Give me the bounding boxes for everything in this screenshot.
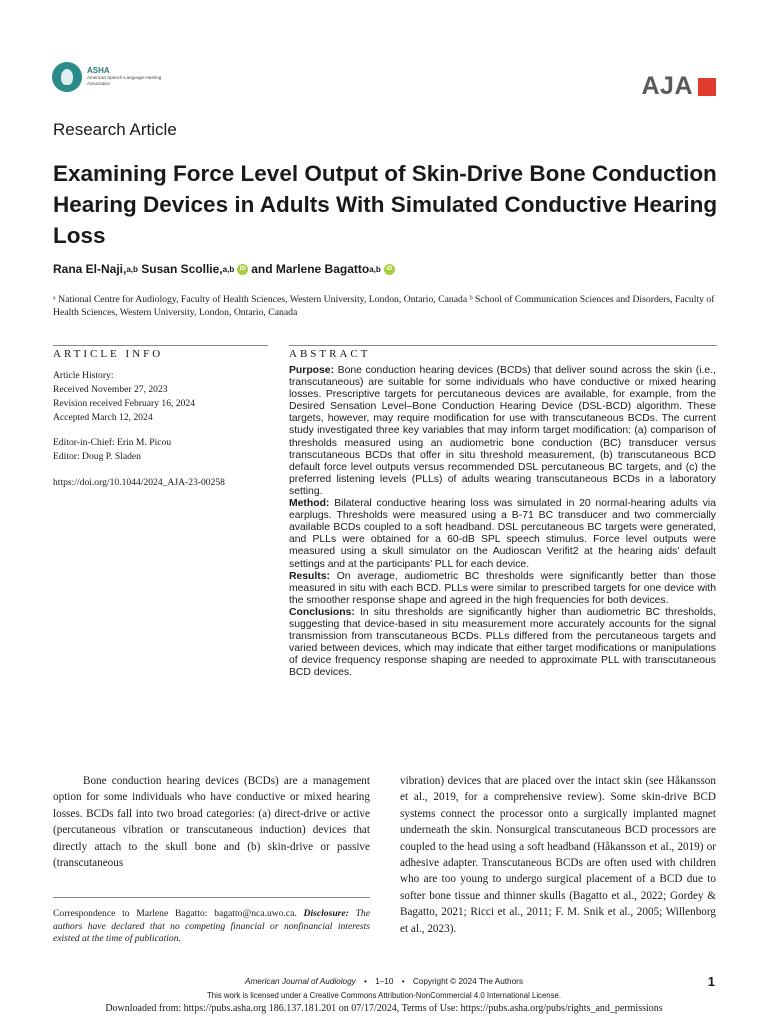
author-affil-sup: a,b bbox=[369, 264, 381, 274]
bullet-icon: • bbox=[401, 977, 405, 986]
footer-pages: 1–10 bbox=[375, 977, 394, 986]
author-affil-sup: a,b bbox=[222, 264, 235, 274]
abstract-label: Results: bbox=[289, 570, 330, 582]
page-footer bbox=[0, 977, 768, 986]
abstract-label: Conclusions: bbox=[289, 606, 355, 618]
author-name: and Marlene Bagatto bbox=[251, 262, 370, 276]
article-title: Examining Force Level Output of Skin-Drive Bone Conduction Hearing Devices in Adults With Simulated Conductive Hearing Loss bbox=[53, 161, 718, 248]
history-label: Article History: bbox=[53, 370, 114, 381]
author-list bbox=[53, 262, 398, 276]
abstract-heading: ABSTRACT bbox=[289, 345, 717, 360]
download-note: Downloaded from: https://pubs.asha.org 186.137.181.201 on 07/17/2024, Terms of Use: https://pubs.asha.org/pubs/rights_and_permissions bbox=[105, 1003, 663, 1014]
author-affil-sup: a,b bbox=[126, 264, 138, 274]
logo-org: American Speech-Language-Hearing Association bbox=[87, 75, 162, 86]
footnote-divider bbox=[53, 897, 370, 898]
abstract-label: Purpose: bbox=[289, 365, 335, 376]
affiliations: ᵃ National Centre for Audiology, Faculty of Health Sciences, Western University, London, Ontario, Canada ᵇ School of Communication Sciences and Disorders, Faculty of Health Sciences, Western University, London, Ontario, Canada bbox=[53, 294, 715, 318]
received-date: Received November 27, 2023 bbox=[53, 384, 168, 395]
abstract-label: Method: bbox=[289, 498, 330, 510]
editor-in-chief: Editor-in-Chief: Erin M. Picou bbox=[53, 437, 172, 448]
disclosure-label: Disclosure: bbox=[303, 908, 349, 919]
abstract-text: Bilateral conductive hearing loss was simulated in 20 normal-hearing adults via earplugs. Thresholds were measured using a B-71 BC transducer and two commercially available BCDs coupled to a soft headband. DSL percutaneous BC targets were generated, and PLLs were obtained for a 60-dB SPL speech stimulus. Force level outputs were measured using a skull simulator on the Audioscan Verifit2 at the hearing aids’ default settings and at the participants’ PLL for each device. bbox=[289, 498, 716, 570]
editor: Editor: Doug P. Sladen bbox=[53, 451, 141, 462]
abstract-text: On average, audiometric BC thresholds were significantly better than those measured in situ with each BCD. PLLs were similar to prescribed targets for one device with the smoother response shape and agreed in the high frequencies for both devices. bbox=[289, 570, 716, 606]
asha-logo bbox=[52, 62, 167, 92]
abstract-body bbox=[289, 365, 716, 679]
revision-date: Revision received February 16, 2024 bbox=[53, 398, 196, 409]
journal-abbr: AJA bbox=[641, 72, 693, 100]
abstract-section bbox=[289, 365, 716, 498]
abstract-text: Bone conduction hearing devices (BCDs) that deliver sound across the skin (i.e., transcutaneous) are suitable for some individuals who have conductive or mixed hearing losses. Prescriptive targets for percutaneous devices are available, for example, from the Desired Sensation Level–Bone Conduction Hearing Device (DSL-BCD) algorithm. These targets, however, may require modification for use with transcutaneous BCDs. The current study investigated three key variables that may inform target modification: (a) comparison of thresholds measured using an audiometric bone conduction (BC) transducer versus transcutaneous BCDs that offer in situ threshold measurement, (b) transcutaneous BCD default force level outputs versus recommended DSL percutaneous BC targets, and (c) the preferred listening levels (PLLs) of adults wearing transcutaneous BCDs in a laboratory setting. bbox=[289, 365, 716, 497]
abstract-section bbox=[289, 571, 716, 607]
author-name: Susan Scollie, bbox=[141, 262, 223, 276]
author-name: Rana El-Naji, bbox=[53, 262, 127, 276]
doi-link[interactable]: https://doi.org/10.1044/2024_AJA-23-00258 bbox=[53, 477, 225, 488]
asha-seal-icon bbox=[52, 62, 82, 92]
orcid-icon[interactable]: iD bbox=[384, 264, 395, 275]
body-column-right: vibration) devices that are placed over the intact skin (see Håkansson et al., 2019, for a comprehensive review). Some skin-drive BCD systems connect the processor onto a surgically implanted magnet underneath the skin. Nonsurgical transcutaneous BCD processors are coupled to the head using a soft headband (Håkansson et al., 2019) or adhesive adapter. Transcutaneous BCDs are often used with children who are too young to undergo surgical placement of a BCD due to softer bone tissue and thinner skulls (Bagatto et al., 2022; Gordey & Bagatto, 2021; Ricci et al., 2011; F. M. Snik et al., 2005; Willenborg et al., 2023). bbox=[400, 775, 716, 935]
body-column-left: Bone conduction hearing devices (BCDs) are a management option for some individuals who have conductive or mixed hearing losses. BCDs fall into two broad categories: (a) direct-drive or active (percutaneous vibration or transcutaneous induction) devices that directly attach to the skull bone and (b) skin-drive or passive (transcutaneous bbox=[53, 775, 370, 870]
footer-journal: American Journal of Audiology bbox=[245, 977, 356, 986]
abstract-text: In situ thresholds are significantly higher than audiometric BC thresholds, suggesting that device-based in situ measurement more accurately accounts for the signal transmission from transcutaneous BCDs. PLLs differed from the percutaneous targets and varied between devices, which may indicate that either target modifications or manipulations of device frequency response shaping are needed to approximate PLL with transcutaneous BCD devices. bbox=[289, 606, 716, 679]
license-note: This work is licensed under a Creative Commons Attribution-NonCommercial 4.0 International License. bbox=[206, 991, 562, 1000]
logo-brand: ASHA bbox=[87, 66, 110, 76]
journal-mark bbox=[641, 72, 716, 101]
article-type: Research Article bbox=[53, 120, 177, 139]
orcid-icon[interactable]: iD bbox=[237, 264, 248, 275]
article-info-heading: ARTICLE INFO bbox=[53, 345, 268, 360]
correspondence-text: Correspondence to Marlene Bagatto: bagatto@nca.uwo.ca. bbox=[53, 908, 297, 919]
abstract-section bbox=[289, 607, 716, 680]
journal-square-icon bbox=[698, 78, 716, 96]
footer-copyright: Copyright © 2024 The Authors bbox=[412, 977, 523, 986]
bullet-icon: • bbox=[364, 977, 367, 986]
abstract-section bbox=[289, 498, 716, 571]
correspondence-note bbox=[53, 908, 370, 946]
disclosure-text: The authors have declared that no competing financial or nonfinancial interests existed at the time of publication. bbox=[53, 908, 370, 944]
page-number: 1 bbox=[707, 974, 715, 989]
accepted-date: Accepted March 12, 2024 bbox=[53, 412, 153, 423]
